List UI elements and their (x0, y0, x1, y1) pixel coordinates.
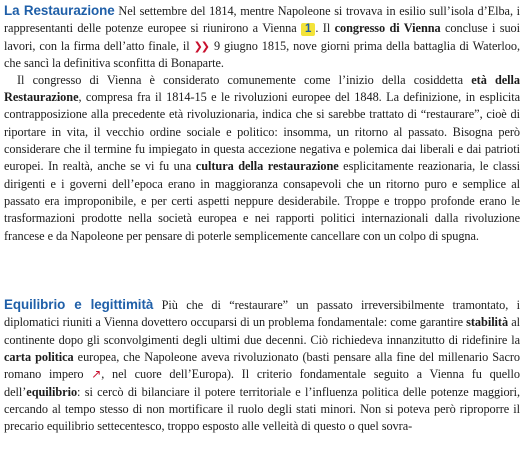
bold-term-stabilita: stabilità (466, 315, 509, 330)
section-heading-restaurazione: La Restaurazione (4, 3, 115, 18)
body-text: concluse i suoi lavori, con la firma dell’atto finale, il (4, 21, 521, 53)
body-text: Nel settembre del 1814, mentre Napoleone si trovava in esilio sull’isola d’Elba, i rappresentanti delle potenze europee si riunirono a Vienna (4, 4, 520, 36)
body-text: 9 giugno 1815, nove giorni prima della battaglia di Waterloo, che sancì la definitiva sconfitta di Bonaparte. (4, 38, 520, 71)
body-text: . Il (315, 21, 335, 36)
paragraph-equilibrio (4, 296, 520, 436)
body-text: al continente dopo gli sconvolgimenti degli ultimi due decenni. Ciò richiedeva innanzitutto di ridefinire la (4, 315, 520, 347)
arrow-up-right-icon[interactable]: ↗ (91, 367, 102, 382)
body-text: : si cercò di bilanciare il potere territoriale e l’influenza politica delle potenze maggiori, cercando al tempo stesso di non mortificare il ruolo degli stati minori. Non si poteva però riproporre il precario equilibrio settecentesco, troppo esposto alle velleità di questo o quel sovra- (4, 384, 520, 434)
figure-reference-badge[interactable]: 1 (301, 23, 315, 36)
bold-term-eta-restaurazione: età della Restaurazione (4, 72, 521, 104)
body-text: esplicitamente reazionaria, le classi dirigenti e i governi dell’epoca erano in maggioranza consapevoli che un ritorno puro e semplice al passato era improponibile, e per certi aspetti neppure desiderabile. Troppe e troppo profonde erano le trasformazioni prodotte nella società europea e nei rapporti politici internazionali dalla rivoluzione francese e da Napoleone per pensare di poterle semplicemente cancellare con un colpo di spugna. (4, 159, 520, 243)
bold-term-carta-politica: carta politica (4, 350, 74, 365)
bold-term-congresso: congresso di Vienna (334, 21, 441, 36)
body-text: europea, che Napoleone aveva rivoluzionato (basti pensare alla fine del millenario Sacro romano impero (4, 350, 521, 382)
paragraph-restaurazione (4, 2, 520, 72)
body-text: , nel cuore dell’Europa). Il criterio fondamentale seguito a Vienna fu quello dell’ (4, 367, 521, 399)
double-chevron-icon[interactable]: ❯❯ (193, 39, 209, 53)
paragraph-congresso (4, 72, 520, 245)
body-text: Più che di “restaurare” un passato irreversibilmente tramontato, i diplomatici riuniti a Vienna dovettero occuparsi di un problema fondamentale: come garantire (4, 298, 520, 330)
body-text: Il congresso di Vienna è considerato comunemente come l’inizio della cosiddetta (17, 72, 472, 87)
section-heading-equilibrio: Equilibrio e legittimità (4, 297, 154, 312)
bold-term-equilibrio: equilibrio (26, 384, 78, 399)
body-text: , compresa fra il 1814-15 e le rivoluzioni europee del 1848. La definizione, in esplicita contrapposizione alla precedente età rivoluzionaria, indica che si sarebbe trattato di “restaurare”, cioè di riportare in vita, il vecchio ordine sociale e politico: insomma, un ritorno al passato. Bisogna però considerare che il termine fu impiegato in questa accezione negativa e polemica dai liberali e dai patrioti europei. In realtà, anche se vi fu una (4, 89, 520, 174)
bold-term-cultura: cultura della restaurazione (195, 159, 339, 174)
